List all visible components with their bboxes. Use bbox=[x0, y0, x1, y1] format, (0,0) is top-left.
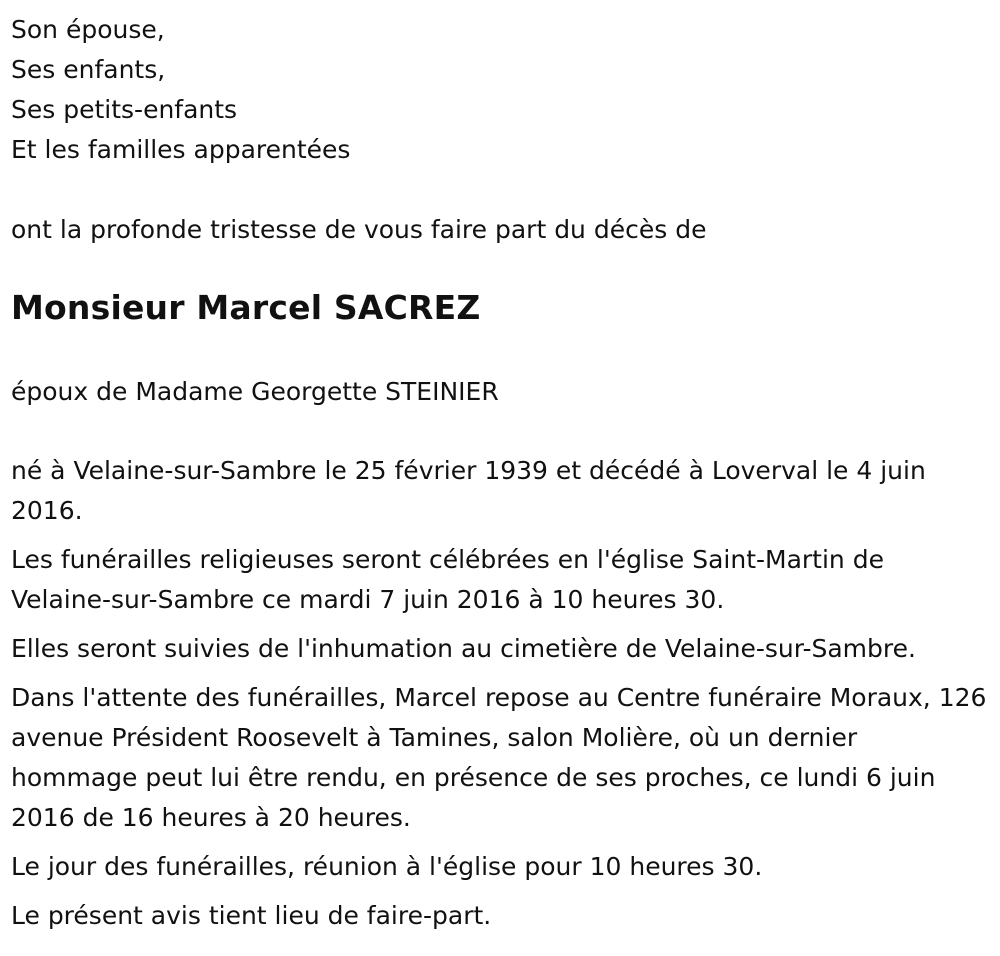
family-line-children: Ses enfants, bbox=[11, 55, 166, 84]
deceased-name: Monsieur Marcel SACREZ bbox=[11, 288, 481, 327]
spouse-line: époux de Madame Georgette STEINIER bbox=[11, 377, 499, 406]
burial-paragraph: Elles seront suivies de l'inhumation au cimetière de Velaine-sur-Sambre. bbox=[11, 634, 916, 663]
family-line-spouse: Son épouse, bbox=[11, 15, 165, 44]
funeral-paragraph: Les funérailles religieuses seront célébrées en l'église Saint-Martin de Velaine-sur-Sambre ce mardi 7 juin 2016 à 10 heures 30. bbox=[11, 545, 884, 614]
family-line-grandchildren: Ses petits-enfants bbox=[11, 95, 238, 124]
family-line-relatives: Et les familles apparentées bbox=[11, 135, 351, 164]
notice-paragraph: Le présent avis tient lieu de faire-part. bbox=[11, 901, 492, 930]
intro-text: ont la profonde tristesse de vous faire part du décès de bbox=[11, 215, 707, 244]
meeting-paragraph: Le jour des funérailles, réunion à l'église pour 10 heures 30. bbox=[11, 852, 763, 881]
birth-death-paragraph: né à Velaine-sur-Sambre le 25 février 1939 et décédé à Loverval le 4 juin 2016. bbox=[11, 456, 926, 525]
viewing-paragraph: Dans l'attente des funérailles, Marcel repose au Centre funéraire Moraux, 126 avenue Président Roosevelt à Tamines, salon Molière, où un dernier hommage peut lui être rendu, en présence de ses proches, ce lundi 6 juin 2016 de 16 heures à 20 heures. bbox=[11, 683, 987, 832]
family-list bbox=[11, 10, 988, 170]
